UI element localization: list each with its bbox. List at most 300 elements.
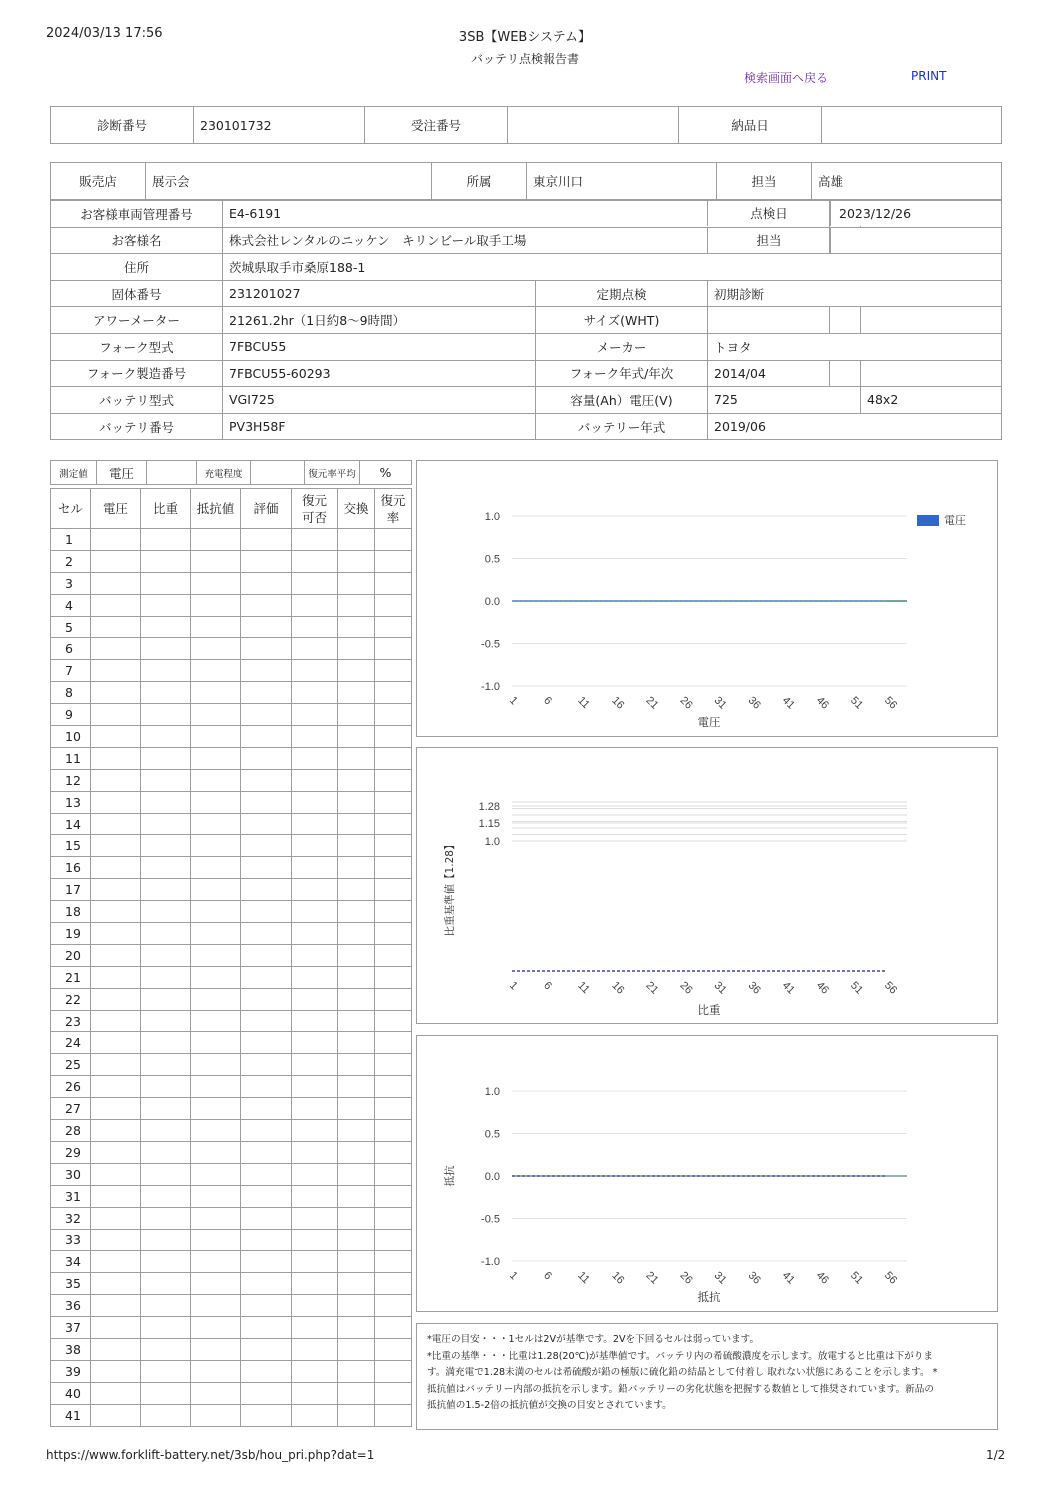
cell-value [338, 1054, 375, 1076]
cell-value [292, 1163, 338, 1185]
table-row [51, 594, 412, 616]
cell-value [91, 1295, 141, 1317]
cell-value [191, 1273, 241, 1295]
cell-number: 36 [51, 1295, 91, 1317]
cell-value [292, 1317, 338, 1339]
cell-value [241, 660, 292, 682]
cell-value [141, 769, 191, 791]
table-row [51, 550, 412, 572]
cell-value [338, 944, 375, 966]
table-row [51, 704, 412, 726]
cell-number: 20 [51, 944, 91, 966]
cell-value [375, 1251, 412, 1273]
cell-value [141, 791, 191, 813]
cell-value [375, 747, 412, 769]
cell-value [241, 1251, 292, 1273]
cell-value [241, 901, 292, 923]
cell-value [375, 857, 412, 879]
cell-value [338, 1141, 375, 1163]
cell-value [375, 1185, 412, 1207]
table-row [51, 1207, 412, 1229]
x-tick-label: 41 [779, 1269, 797, 1287]
cell-value [241, 835, 292, 857]
cell-value [338, 660, 375, 682]
x-tick-label: 16 [609, 979, 627, 997]
cell-number: 28 [51, 1120, 91, 1142]
notes-box [416, 1323, 998, 1430]
cell-value [375, 769, 412, 791]
print-datetime: 2024/03/13 17:56 [46, 26, 163, 41]
cell-value [375, 1076, 412, 1098]
cell-value [191, 529, 241, 551]
cell-value [292, 1032, 338, 1054]
cell-value [141, 1295, 191, 1317]
cell-value [241, 594, 292, 616]
battery-model-label: バッテリ型式 [51, 387, 223, 414]
cell-value [338, 572, 375, 594]
cell-value [191, 660, 241, 682]
cell-value [191, 1054, 241, 1076]
cell-value [91, 1141, 141, 1163]
cell-value [141, 857, 191, 879]
table-row [51, 1338, 412, 1360]
store-label: 販売店 [51, 163, 146, 200]
table-row [51, 1317, 412, 1339]
voltage-chart [416, 460, 998, 737]
cell-number: 30 [51, 1163, 91, 1185]
cell-value [292, 1382, 338, 1404]
cell-value [338, 638, 375, 660]
maker-value: トヨタ [708, 333, 1002, 360]
cell-value [241, 966, 292, 988]
cell-value [91, 638, 141, 660]
cell-number: 9 [51, 704, 91, 726]
table-row [51, 835, 412, 857]
cell-value [141, 529, 191, 551]
x-tick-label: 21 [643, 694, 661, 712]
cell-value [191, 769, 241, 791]
cell-value [375, 1317, 412, 1339]
periodic-value: 初期診断 [708, 280, 1002, 307]
cell-value [191, 923, 241, 945]
table-row [51, 1098, 412, 1120]
measure-label: 測定値 [51, 461, 97, 485]
cell-value [338, 747, 375, 769]
cell-header-4: 評価 [241, 489, 292, 529]
x-tick-label: 6 [541, 1269, 554, 1283]
table-row [51, 1054, 412, 1076]
cell-value [375, 1273, 412, 1295]
table-row [51, 638, 412, 660]
cell-value [141, 1141, 191, 1163]
cell-number: 26 [51, 1076, 91, 1098]
cell-value [241, 1032, 292, 1054]
cell-value [141, 638, 191, 660]
y-tick-label: 0.0 [484, 596, 500, 608]
x-tick-label: 36 [745, 694, 763, 712]
cell-value [292, 879, 338, 901]
cell-value [191, 879, 241, 901]
cell-value [241, 769, 292, 791]
cell-value [191, 966, 241, 988]
measure-value: 電圧 [97, 461, 147, 485]
cell-value [241, 1054, 292, 1076]
cell-value [375, 704, 412, 726]
cell-value [292, 1404, 338, 1426]
cell-value [292, 966, 338, 988]
cell-value [241, 1010, 292, 1032]
cell-value [375, 1010, 412, 1032]
diag-no-value: 230101732 [194, 107, 365, 144]
resistance-chart [416, 1035, 998, 1312]
report-title: バッテリ点検報告書 [470, 52, 579, 66]
x-tick-label: 11 [575, 979, 592, 997]
cell-value [191, 726, 241, 748]
table-row [51, 879, 412, 901]
cell-number: 4 [51, 594, 91, 616]
x-tick-label: 26 [677, 979, 695, 997]
cell-value [375, 1120, 412, 1142]
cell-value [292, 769, 338, 791]
cell-value [141, 835, 191, 857]
cell-number: 16 [51, 857, 91, 879]
table-row [51, 944, 412, 966]
note-line-5: 抵抗値の1.5-2倍の抵抗値が交換の目安とされています。 [427, 1400, 672, 1411]
table-row [51, 1360, 412, 1382]
cell-value [141, 988, 191, 1010]
cell-value [91, 747, 141, 769]
customer-staff-label-text: 担当 [707, 228, 830, 253]
cell-value [91, 879, 141, 901]
cell-value [91, 1404, 141, 1426]
cell-value [241, 682, 292, 704]
cell-value [292, 1120, 338, 1142]
cell-value [338, 1010, 375, 1032]
charge-value [251, 461, 305, 485]
table-row [51, 988, 412, 1010]
cell-value [191, 1295, 241, 1317]
delivery-value [822, 107, 1002, 144]
cell-value [292, 550, 338, 572]
branch-value: 東京川口 [527, 163, 717, 200]
cell-value [191, 1317, 241, 1339]
cell-value [241, 1338, 292, 1360]
y-tick-label: -0.5 [481, 1213, 500, 1226]
cell-value [292, 1273, 338, 1295]
cell-value [241, 1098, 292, 1120]
cell-value [141, 572, 191, 594]
cell-value [141, 1163, 191, 1185]
x-tick-label: 16 [609, 694, 627, 712]
cell-value [241, 1229, 292, 1251]
cell-value [191, 835, 241, 857]
cell-value [375, 1404, 412, 1426]
cell-number: 12 [51, 769, 91, 791]
gravity-chart [416, 747, 998, 1024]
x-tick-label: 46 [813, 694, 832, 712]
cell-value [375, 1141, 412, 1163]
back-to-search-link[interactable]: 検索画面へ戻る [744, 71, 829, 85]
cell-value [91, 1229, 141, 1251]
cell-value [292, 1076, 338, 1098]
cell-number: 10 [51, 726, 91, 748]
x-tick-label: 51 [847, 694, 866, 712]
cell-value [292, 529, 338, 551]
cell-value [141, 616, 191, 638]
table-row [51, 769, 412, 791]
cell-value [91, 1382, 141, 1404]
cell-value [338, 682, 375, 704]
cell-value [141, 704, 191, 726]
table-row [51, 1010, 412, 1032]
cell-value [292, 944, 338, 966]
cell-header-5: 復元 可否 [292, 489, 338, 529]
cell-value [375, 879, 412, 901]
cell-value [191, 594, 241, 616]
customer-label: お客様名 [51, 227, 223, 254]
y-tick-label: 1.28 [478, 801, 500, 813]
fork-model-value: 7FBCU55 [223, 333, 536, 360]
table-row [51, 1382, 412, 1404]
table-row [51, 1404, 412, 1426]
battery-no-label: バッテリ番号 [51, 413, 223, 440]
cell-value [241, 638, 292, 660]
cell-value [375, 1295, 412, 1317]
cell-value [375, 1032, 412, 1054]
cell-value [292, 923, 338, 945]
table-row [51, 572, 412, 594]
cell-value [375, 1098, 412, 1120]
cell-value [91, 857, 141, 879]
cell-number: 22 [51, 988, 91, 1010]
x-axis-label: 比重 [697, 1003, 721, 1017]
cell-value [241, 879, 292, 901]
y-tick-label: 1.0 [484, 836, 500, 848]
cell-value [191, 1032, 241, 1054]
cell-number: 37 [51, 1317, 91, 1339]
cell-value [141, 944, 191, 966]
legend-swatch [917, 515, 939, 526]
cell-value [191, 1185, 241, 1207]
legend-label: 電圧 [944, 514, 966, 527]
store-value: 展示会 [146, 163, 432, 200]
cell-value [91, 791, 141, 813]
cell-table [50, 488, 412, 1427]
cell-value [338, 1251, 375, 1273]
table-row [51, 1295, 412, 1317]
cell-value [91, 616, 141, 638]
cell-number: 38 [51, 1338, 91, 1360]
measure-blank [147, 461, 197, 485]
cell-value [338, 616, 375, 638]
cell-value [292, 1295, 338, 1317]
cell-header-1: 電圧 [91, 489, 141, 529]
cell-value [338, 1338, 375, 1360]
capacity-value: 725 [708, 387, 861, 414]
x-tick-label: 41 [779, 694, 797, 712]
cell-number: 7 [51, 660, 91, 682]
cell-value [91, 835, 141, 857]
cell-value [338, 1295, 375, 1317]
cell-number: 11 [51, 747, 91, 769]
cell-number: 14 [51, 813, 91, 835]
cell-value [292, 813, 338, 835]
cell-value [91, 1010, 141, 1032]
battery-year-label: バッテリー年式 [536, 413, 708, 440]
table-row [51, 529, 412, 551]
fork-model-label: フォーク型式 [51, 333, 223, 360]
cell-value [292, 660, 338, 682]
cell-value [141, 1207, 191, 1229]
cell-value [191, 813, 241, 835]
inspect-date-text: 2023/12/26 [830, 201, 1001, 226]
print-link[interactable]: PRINT [911, 69, 947, 83]
cell-value [375, 572, 412, 594]
cell-value [375, 1229, 412, 1251]
cell-number: 32 [51, 1207, 91, 1229]
charge-label: 充電程度 [197, 461, 251, 485]
cell-number: 2 [51, 550, 91, 572]
table-row [51, 813, 412, 835]
x-axis-label: 抵抗 [697, 1290, 721, 1304]
cell-value [141, 1032, 191, 1054]
cell-value [191, 572, 241, 594]
fork-year-extra [830, 360, 861, 387]
battery-no-value: PV3H58F [223, 413, 536, 440]
cell-value [375, 616, 412, 638]
x-tick-label: 16 [609, 1269, 627, 1287]
mgmt-no-value: E4-6191 [223, 201, 830, 228]
cell-value [191, 1360, 241, 1382]
cell-value [375, 726, 412, 748]
cell-value [191, 1229, 241, 1251]
table-row [51, 1076, 412, 1098]
cell-value [375, 1207, 412, 1229]
cell-value [241, 616, 292, 638]
x-tick-label: 31 [711, 1269, 729, 1287]
cell-value [338, 550, 375, 572]
table-row [51, 682, 412, 704]
cell-value [292, 704, 338, 726]
cell-value [241, 1185, 292, 1207]
cell-value [338, 1098, 375, 1120]
cell-value [141, 1076, 191, 1098]
cell-value [141, 682, 191, 704]
cell-value [191, 988, 241, 1010]
cell-value [241, 813, 292, 835]
customer-value: 株式会社レンタルのニッケン キリンビール取手工場 [223, 227, 830, 254]
cell-value [141, 1098, 191, 1120]
cell-value [91, 594, 141, 616]
voltage-chart-svg [417, 461, 997, 736]
size-value-1 [708, 307, 830, 334]
measure-table [50, 460, 412, 485]
cell-value [191, 638, 241, 660]
fork-serial-label: フォーク製造番号 [51, 360, 223, 387]
footer-page: 1/2 [986, 1448, 1006, 1462]
x-tick-label: 1 [507, 979, 520, 993]
cell-value [338, 1404, 375, 1426]
cell-value [191, 682, 241, 704]
cell-value [91, 923, 141, 945]
y-tick-label: 1.0 [484, 511, 500, 523]
cell-value [292, 857, 338, 879]
cell-number: 13 [51, 791, 91, 813]
cell-value [141, 660, 191, 682]
cell-value [191, 1010, 241, 1032]
cell-number: 29 [51, 1141, 91, 1163]
cell-number: 17 [51, 879, 91, 901]
cell-value [241, 1076, 292, 1098]
cell-value [338, 835, 375, 857]
fork-year-value: 2014/04 [708, 360, 830, 387]
cell-value [91, 1076, 141, 1098]
cell-value [292, 1229, 338, 1251]
cell-value [292, 594, 338, 616]
cell-value [91, 550, 141, 572]
cell-value [241, 747, 292, 769]
cell-header-2: 比重 [141, 489, 191, 529]
cell-value [91, 1120, 141, 1142]
cell-value [241, 572, 292, 594]
cell-value [375, 944, 412, 966]
cell-value [375, 791, 412, 813]
cell-value [241, 1382, 292, 1404]
x-tick-label: 31 [711, 694, 729, 712]
size-value-2 [830, 307, 861, 334]
cell-value [191, 1207, 241, 1229]
gravity-chart-svg [417, 748, 997, 1023]
cell-value [141, 747, 191, 769]
system-title: 3SB【WEBシステム】 [458, 30, 592, 45]
cell-value [338, 1229, 375, 1251]
cell-number: 8 [51, 682, 91, 704]
cell-number: 24 [51, 1032, 91, 1054]
cell-value [191, 1098, 241, 1120]
cell-value [241, 791, 292, 813]
cell-value [91, 901, 141, 923]
table-row [51, 901, 412, 923]
cell-value [338, 1076, 375, 1098]
cell-value [375, 529, 412, 551]
table-row [51, 1032, 412, 1054]
cell-number: 39 [51, 1360, 91, 1382]
cell-value [375, 1054, 412, 1076]
cell-value [191, 747, 241, 769]
cell-value [292, 572, 338, 594]
cell-number: 19 [51, 923, 91, 945]
cell-value [141, 813, 191, 835]
cell-value [338, 901, 375, 923]
cell-value [91, 1207, 141, 1229]
cell-value [141, 1251, 191, 1273]
note-line-4: 抵抗値はバッテリー内部の抵抗を示します。鉛バッテリーの劣化状態を把握する数値として推奨されています。新品の [427, 1383, 934, 1395]
cell-value [292, 1141, 338, 1163]
x-tick-label: 11 [575, 694, 592, 712]
customer-staff-text [830, 228, 1001, 253]
battery-year-value: 2019/06 [708, 413, 1002, 440]
cell-value [91, 1360, 141, 1382]
cell-value [375, 550, 412, 572]
cell-value [375, 813, 412, 835]
cell-value [141, 1273, 191, 1295]
cell-value [191, 1141, 241, 1163]
cell-number: 40 [51, 1382, 91, 1404]
x-tick-label: 56 [882, 1269, 900, 1287]
y-tick-label: -1.0 [481, 1256, 500, 1268]
table-row [51, 791, 412, 813]
cell-value [91, 1273, 141, 1295]
